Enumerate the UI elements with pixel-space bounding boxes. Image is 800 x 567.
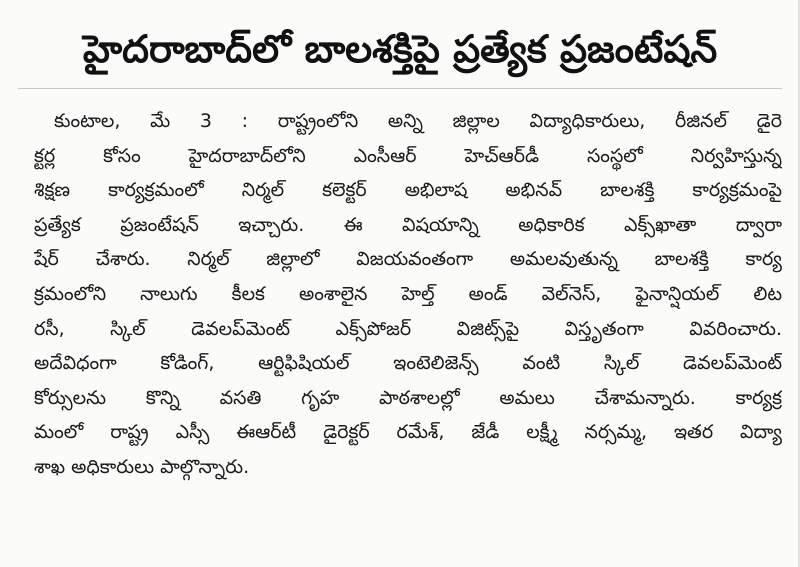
article-line: శాఖ అధికారులు పాల్గొన్నారు. [34, 455, 250, 478]
article-line: షేర్ చేశారు. నిర్మల్ జిల్లాలో విజయవంతంగా అమలవుతున్న బాలశక్తి కార్య [34, 248, 782, 271]
article-line: కుంటాల, మే 3 : రాష్ట్రంలోని అన్ని జిల్లాల విద్యాధికారులు, రీజినల్ డైరె [54, 110, 782, 132]
article-line: శిక్షణ కార్యక్రమంలో నిర్మల్ కలెక్టర్ అభిలాష అభినవ్ బాలశక్తి కార్యక్రమంపై [34, 179, 782, 202]
headline-divider [18, 88, 782, 89]
article-line: అదేవిధంగా కోడింగ్, ఆర్టిఫిషియల్ ఇంటెలిజెన్స్ వంటి స్కిల్ డెవలప్‌మెంట్ [34, 352, 782, 375]
article-line: మంలో రాష్ట్ర ఎస్సీ ఈఆర్‌టీ డైరెక్టర్ రమేశ్, జేడీ లక్ష్మీ నర్సమ్మ, ఇతర విద్యా [34, 421, 782, 444]
article-line: క్రమంలోని నాలుగు కీలక అంశాలైన హెల్త్ అండ్ వెల్‌నెస్, ఫైనాన్షియల్ లిట [34, 282, 782, 305]
article-body [34, 104, 782, 485]
article-line: రసీ, స్కిల్ డెవలప్‌మెంట్ ఎక్స్‌పోజర్ విజిట్స్‌పై విస్తృతంగా వివరించారు. [34, 317, 782, 340]
article-line: క్టర్ల కోసం హైదరాబాద్‌లోని ఎంసీఆర్ హెచ్ఆర్‌డీ సంస్థలో నిర్వహిస్తున్న [34, 144, 782, 167]
article-line: ప్రత్యేక ప్రజంటేషన్ ఇచ్చారు. ఈ విషయాన్ని అధికారిక ఎక్స్‌ఖాతా ద్వారా [34, 213, 782, 236]
article-line: కోర్సులను కొన్ని వసతి గృహ పాఠశాలల్లో అమలు చేశామన్నారు. కార్యక్ర [34, 386, 782, 409]
headline: హైదరాబాద్‌లో బాలశక్తిపై ప్రత్యేక ప్రజంటేషన్ [82, 27, 718, 71]
